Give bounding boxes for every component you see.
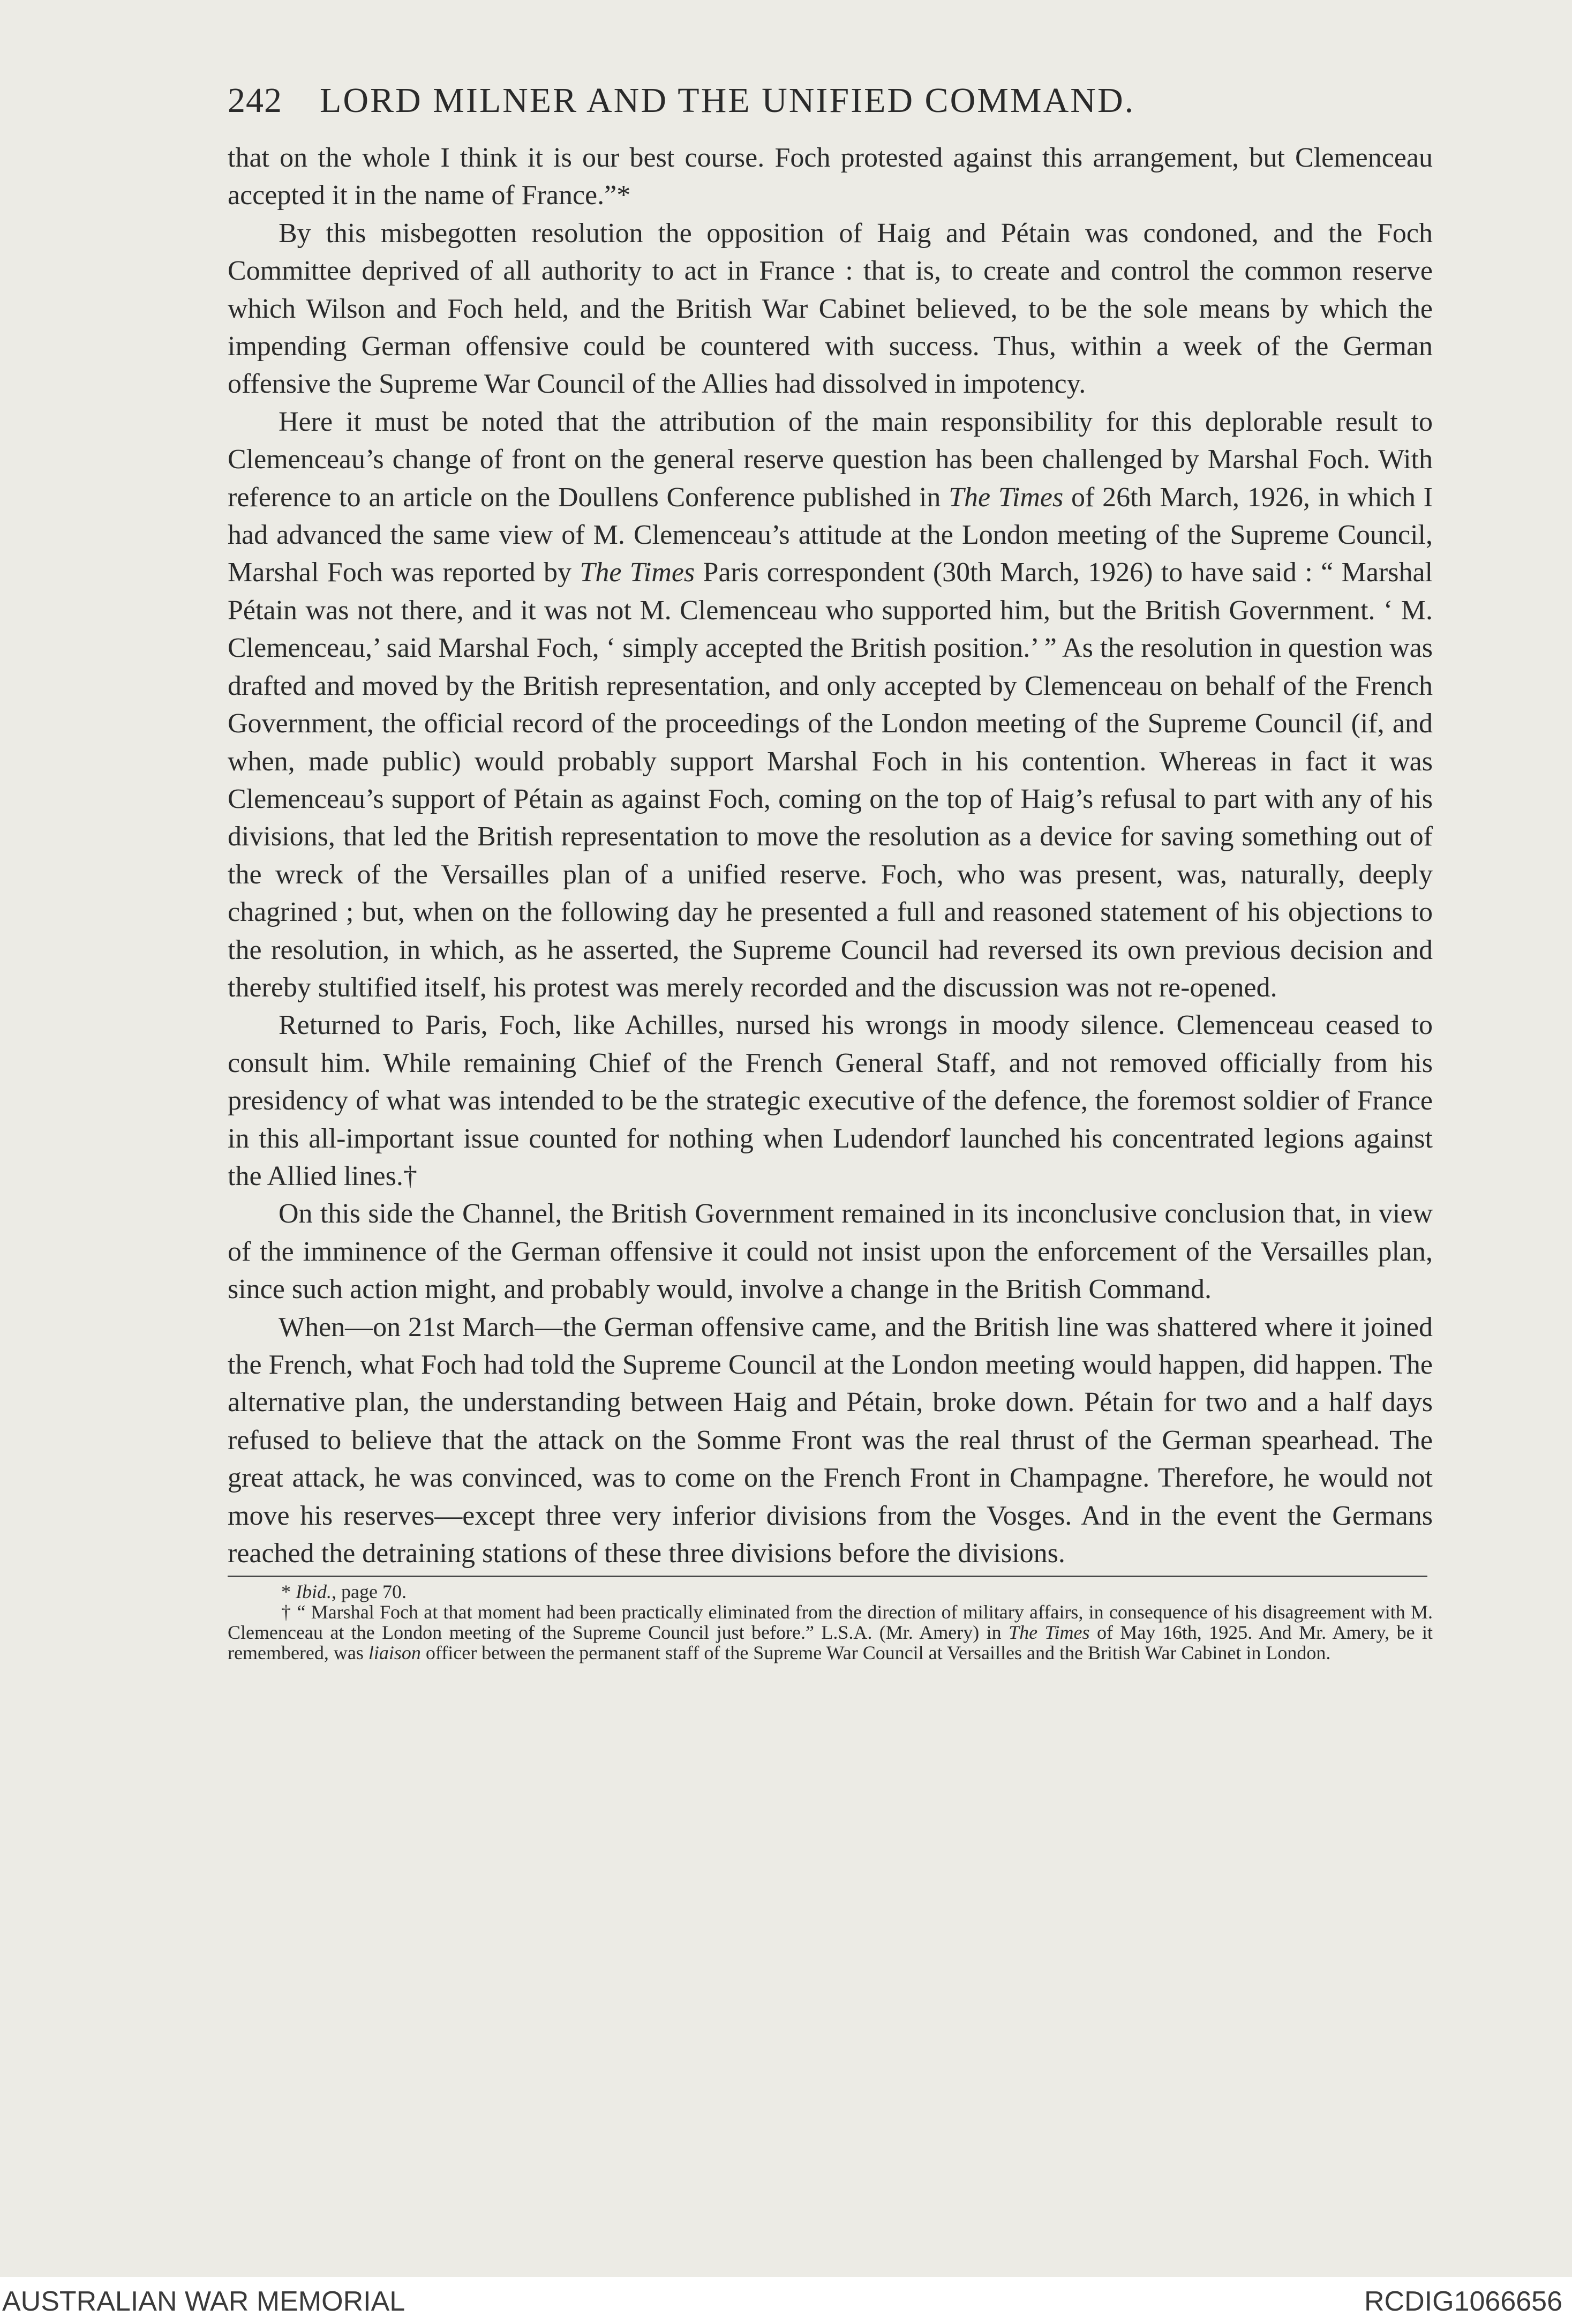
paragraph-1-text: that on the whole I think it is our best course. Foch protested against this arrangement, but Clemenceau accepted it in the name of France.”* <box>228 143 1433 211</box>
footnote-1-text: , page 70. <box>332 1581 407 1603</box>
footnote-2-italic-b: liaison <box>368 1642 421 1664</box>
footnote-2-text-c: officer between the permanent staff of the Supreme War Council at Versailles and the British War Cabinet in London. <box>420 1642 1331 1664</box>
footnote-1-italic: Ibid. <box>296 1581 332 1603</box>
paragraph-2 <box>228 215 1433 403</box>
paragraph-6 <box>228 1309 1433 1573</box>
footnotes <box>228 1581 1433 1663</box>
footnote-2-text-a: † “ Marshal Foch at that moment had been practically eliminated from the direction of military affairs, in consequence of his disagreement with M. Clemenceau at the London meeting of the Supreme Council just before.” L.S.A. (Mr. Amery) in <box>228 1601 1433 1644</box>
archive-name: AUSTRALIAN WAR MEMORIAL <box>2 2286 405 2317</box>
paragraph-3-text-a: Here it must be noted that the attribution of the main responsibility for this deplorable result to Clemenceau’s change of front on the general reserve question has been challenged by Marshal Foch. With reference to an article on the Doullens Conference published in <box>228 406 1433 513</box>
archive-caption-bar <box>0 2277 1572 2324</box>
page-number: 242 <box>228 81 282 120</box>
paragraph-3-text-c: Paris correspondent (30th March, 1926) to have said : “ Marshal Pétain was not there, and it was not M. Clemenceau who supported him, but the British Government. ‘ M. Clemenceau,’ said Marshal Foch, ‘ simply accepted the British position.’ ” As the resolution in question was drafted and moved by the British representation, and only accepted by Clemenceau on behalf of the French Government, the official record of the proceedings of the London meeting of the Supreme Council (if, and when, made public) would probably support Marshal Foch in his contention. Whereas in fact it was Clemenceau’s support of Pétain as against Foch, coming on the top of Haig’s refusal to part with any of his divisions, that led the British representation to move the resolution as a device for saving something out of the wreck of the Versailles plan of a unified reserve. Foch, who was present, was, naturally, deeply chagrined ; but, when on the following day he presented a full and reasoned statement of his objections to the resolution, in which, as he asserted, the Supreme Council had reversed its own previous decision and thereby stultified itself, his protest was merely recorded and the discussion was not re-opened. <box>228 557 1433 1003</box>
footnote-1-mark: * <box>281 1581 296 1603</box>
running-head <box>228 80 1433 139</box>
paragraph-3 <box>228 403 1433 1007</box>
paragraph-3-text-b: of 26th March, 1926, in which I had advanced the same view of M. Clemenceau’s attitude at the London meeting of the Supreme Council, Marshal Foch was reported by <box>228 482 1433 588</box>
page-content <box>228 80 1433 1663</box>
footnote-1 <box>228 1581 1433 1602</box>
page-title: LORD MILNER AND THE UNIFIED COMMAND. <box>320 81 1135 120</box>
paragraph-5-text: On this side the Channel, the British Government remained in its inconclusive conclusion that, in view of the imminence of the German offensive it could not insist upon the enforcement of the Versailles plan, since such action might, and probably would, involve a change in the British Command. <box>228 1198 1433 1305</box>
footnote-2 <box>228 1602 1433 1663</box>
paragraph-1 <box>228 139 1433 215</box>
paragraph-6-text: When—on 21st March—the German offensive came, and the British line was shattered where it joined the French, what Foch had told the Supreme Council at the London meeting would happen, did happen. The alternative plan, the understanding between Haig and Pétain, broke down. Pétain for two and a half days refused to believe that the attack on the Somme Front was the real thrust of the German spearhead. The great attack, he was convinced, was to come on the French Front in Champagne. Therefore, he would not move his reserves—except three very inferior divisions from the Vosges. And in the event the Germans reached the detraining stations of these three divisions before the divisions. <box>228 1311 1433 1569</box>
paragraph-2-text: By this misbegotten resolution the opposition of Haig and Pétain was condoned, and the Foch Committee deprived of all authority to act in France : that is, to create and control the common reserve which Wilson and Foch held, and the British War Cabinet believed, to be the sole means by which the impending German offensive could be countered with success. Thus, within a week of the German offensive the Supreme War Council of the Allies had dissolved in impotency. <box>228 218 1433 400</box>
paragraph-3-italic-a: The Times <box>949 482 1064 513</box>
paragraph-4 <box>228 1007 1433 1195</box>
body-text <box>228 139 1433 1572</box>
paragraph-5 <box>228 1195 1433 1308</box>
footnote-divider <box>228 1576 1427 1577</box>
paragraph-4-text: Returned to Paris, Foch, like Achilles, nursed his wrongs in moody silence. Clemenceau ceased to consult him. While remaining Chief of the French General Staff, and not removed officially from his presidency of what was intended to be the strategic executive of the defence, the foremost soldier of France in this all-important issue counted for nothing when Ludendorf launched his concentrated legions against the Allied lines.† <box>228 1010 1433 1191</box>
footnote-2-italic-a: The Times <box>1009 1622 1090 1644</box>
archive-record-id: RCDIG1066656 <box>1364 2286 1562 2317</box>
paragraph-3-italic-b: The Times <box>580 557 695 588</box>
footnote-2-text-b: of May 16th, 1925. And Mr. Amery, be it remembered, was <box>228 1622 1433 1664</box>
